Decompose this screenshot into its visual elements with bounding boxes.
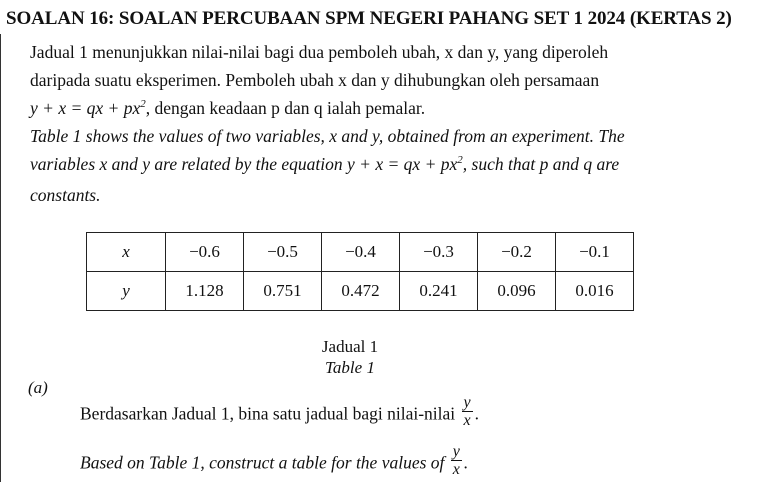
y-value-cell: 0.751 — [244, 272, 322, 311]
y-value-cell: 0.241 — [400, 272, 478, 311]
part-a-malay-period: . — [474, 403, 480, 424]
english-line-2 — [30, 150, 730, 181]
fraction-numerator: y — [463, 394, 471, 411]
table-row-y — [87, 272, 634, 311]
fraction-y-over-x — [462, 394, 473, 429]
x-header-cell: x — [87, 233, 166, 272]
part-a-question-malay — [80, 394, 480, 433]
english-line-3: constants. — [30, 185, 101, 205]
left-border-line — [0, 34, 1, 482]
part-a-english-text: Based on Table 1, construct a table for the values of — [80, 452, 445, 473]
malay-equation-exponent: 2 — [140, 98, 146, 110]
x-value-cell: −0.6 — [166, 233, 244, 272]
part-a-malay-text: Berdasarkan Jadual 1, bina satu jadual bagi nilai-nilai — [80, 403, 456, 424]
malay-line-1: Jadual 1 menunjukkan nilai-nilai bagi dua pemboleh ubah, x dan y, yang diperoleh — [30, 42, 609, 62]
fraction-denominator: x — [452, 461, 460, 478]
x-value-cell: −0.5 — [244, 233, 322, 272]
malay-paragraph — [30, 38, 730, 125]
english-line-2-end: , such that p and q are — [462, 154, 620, 174]
x-value-cell: −0.4 — [322, 233, 400, 272]
english-line-1: Table 1 shows the values of two variables, x and y, obtained from an experiment. The — [30, 126, 625, 146]
malay-line-3-rest: , dengan keadaan p dan q ialah pemalar. — [145, 98, 426, 118]
table-caption-english: Table 1 — [325, 358, 375, 377]
x-value-cell: −0.3 — [400, 233, 478, 272]
english-line-2-start: variables x and y are related by the equation — [30, 154, 348, 174]
x-value-cell: −0.1 — [556, 233, 634, 272]
table-row-x — [87, 233, 634, 272]
fraction-numerator: y — [452, 443, 460, 460]
x-value-cell: −0.2 — [478, 233, 556, 272]
malay-line-3 — [30, 94, 730, 125]
fraction-y-over-x — [451, 443, 462, 478]
y-value-cell: 0.472 — [322, 272, 400, 311]
page-title: SOALAN 16: SOALAN PERCUBAAN SPM NEGERI PAHANG SET 1 2024 (KERTAS 2) — [6, 8, 732, 29]
english-equation-exponent: 2 — [457, 154, 463, 166]
table-caption-malay: Jadual 1 — [321, 337, 379, 356]
y-value-cell: 1.128 — [166, 272, 244, 311]
malay-equation: y + x = qx + px — [30, 98, 141, 118]
english-paragraph — [30, 122, 730, 209]
y-value-cell: 0.096 — [478, 272, 556, 311]
part-a-english-period: . — [463, 452, 469, 473]
fraction-denominator: x — [463, 412, 471, 429]
y-header-cell: y — [87, 272, 166, 311]
y-value-cell: 0.016 — [556, 272, 634, 311]
part-a-label: (a) — [28, 378, 48, 397]
malay-line-2: daripada suatu eksperimen. Pemboleh ubah x dan y dihubungkan oleh persamaan — [30, 70, 600, 90]
part-a-question-english — [80, 443, 469, 482]
data-table — [86, 232, 634, 311]
english-equation: y + x = qx + px — [347, 154, 458, 174]
